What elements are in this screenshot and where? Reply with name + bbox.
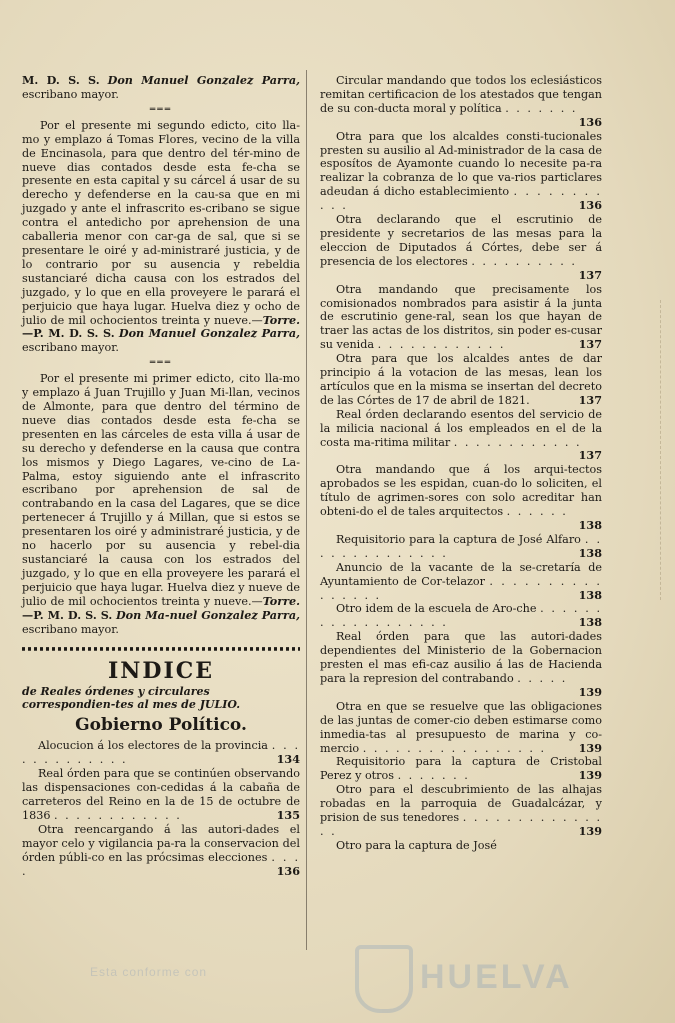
edict-second-sig-suffix: escribano mayor.: [22, 341, 119, 355]
index-entry-leader: . . . . . . .: [397, 769, 470, 783]
edict-second-sig-name: Don Manuel Gonzalez Parra,: [118, 326, 300, 341]
index-entry-page: 138: [578, 545, 602, 560]
index-entry-page: 137: [578, 267, 602, 282]
index-entry: [320, 74, 602, 130]
signature-prefix: M. D. S. S.: [22, 73, 100, 87]
watermark: [300, 940, 600, 1010]
left-index-entries: [22, 739, 300, 878]
index-entry-text: Circular mandando que todos los eclesiásticos remitan certificacion de los atestados que tengan de su con-ducta moral y política: [320, 74, 602, 115]
watermark-left-text: Esta conforme con: [90, 965, 208, 979]
index-entry-text: Real órden para que se continúen observando las dispensaciones con-cedidas á la cabaña de carreteros del Reino en la de 15 de octubre de 1836: [22, 767, 300, 822]
index-entry-leader: . . . . . . . . . . . .: [377, 338, 506, 352]
index-entry-leader: . . . . . .: [506, 505, 568, 519]
index-entry-text: Real órden declarando esentos del servicio de la milicia nacional á los empleados en el de la costa ma-ritima militar: [320, 407, 602, 449]
index-entry: [320, 561, 602, 603]
index-entry-page: 136: [276, 863, 300, 878]
index-entry-page: 139: [578, 740, 602, 755]
index-entry-leader: . . . . . . . . . . . . . . . . . .: [320, 602, 602, 630]
index-entry-text: Otro para la captura de José: [336, 838, 497, 852]
index-entry-page: 139: [578, 823, 602, 838]
shield-icon: [355, 945, 413, 1013]
index-entry: [22, 767, 300, 823]
index-entry: [320, 352, 602, 408]
edict-second-sig-prefix: —P. M. D. S. S.: [22, 326, 115, 341]
edict-first-text: Por el presente mi primer edicto, cito lla-mo y emplazo á Juan Trujillo y Juan Mi-llan, vecinos de Almonte, para que dentro del término de nueve dias contados desde esta fe-cha se presenten en las cárceles de esta villa á usar de su derecho y defenderse en la causa que contra los mismos y Diego Lagares, ve-cino de La-Palma, estoy siguiendo ante el infrascrito escribano por aprehension de sal de contrabando en la casa del Lagares, que se dice pertenecer á Trujillo y á Millan, que si estos se presentaren los oiré y administraré justicia, y de no hacerlo por su ausencia y rebel-dia sustanciaré la causa con los estrados del juzgado, y lo que en ella proveyere les parará el perjuicio que haya lugar. Huelva diez y nueve de julio de mil ochocientos treinta y nueve.—: [22, 372, 300, 608]
index-entry-page: 137: [578, 448, 602, 463]
signature-1: [22, 74, 300, 102]
index-entry: [320, 533, 602, 561]
index-entry-text: Requisitorio para la captura de Cristobal Perez y otros: [320, 755, 602, 783]
index-entry-leader: . . . . . . . . . . . . . . .: [320, 811, 603, 838]
index-entry-page: 137: [578, 392, 602, 407]
edict-second-torre: Torre.: [262, 312, 300, 327]
index-entry: [320, 602, 602, 630]
edict-first-sig-prefix: —P. M. D. S. S.: [22, 607, 113, 622]
index-entry-leader: . . . . . . . . . . .: [320, 185, 602, 213]
left-column: [22, 74, 300, 879]
index-entry: [22, 823, 300, 879]
page-edge: [652, 300, 661, 600]
index-entry-leader: . . . . . . . . . . . .: [453, 435, 582, 449]
index-entry-text: Otra para que los alcaldes antes de dar principio á la votacion de las mesas, lean los artículos que en la misma se insertan del decreto de las Córtes de 17 de abril de 1821.: [320, 352, 602, 407]
index-entry-text: Real órden para que las autori-dades dependientes del Ministerio de la Gobernacion presten el mas efi-caz ausilio á las de Hacienda para la represion del contrabando: [320, 630, 602, 685]
index-entry-leader: . . . . . . .: [505, 101, 578, 115]
watermark-text: HUELVA: [420, 958, 573, 996]
index-entry-text: Otro idem de la escuela de Aro-che: [336, 602, 537, 616]
index-entry: [320, 130, 602, 213]
index-entry-page: 134: [276, 752, 300, 767]
index-entry-page: 136: [578, 198, 602, 213]
index-entry-leader: . . . . . . . . . .: [471, 254, 577, 268]
index-entry-text: Otra para que los alcaldes consti-tucionales presten su ausilio al Ad-ministrador de la casa de esposítos de Ayamonte cuando lo necesite pa-ra realizar la cobranza de lo que va-rios particlares adeudan á dicho establecimiento: [320, 129, 602, 199]
index-entry-page: 138: [578, 615, 602, 630]
index-entry-page: 139: [578, 768, 602, 783]
separator-ornament: ═══: [149, 104, 173, 115]
index-entry-page: 135: [276, 807, 300, 822]
index-entry: [320, 783, 602, 839]
edict-first-torre: Torre.: [262, 593, 300, 608]
index-entry-text: Otro para el descubrimiento de las alhajas robadas en la parroquia de Guadalcázar, y prision de sus tenedores: [320, 783, 602, 825]
index-entry-text: Requisitorio para la captura de José Alfaro: [336, 532, 581, 546]
index-entry: [320, 630, 602, 700]
signature-suffix: escribano mayor.: [22, 87, 119, 101]
index-entry-text: Otra mandando que á los arqui-tectos aprobados se les espidan, cuan-do lo soliciten, el título de agrimen-sores con solo acreditar han obteni-do el de tales arquitectos: [320, 463, 602, 519]
index-entry-leader: . . . . . . . . . . . . . .: [320, 532, 602, 560]
index-entry-text: Otra en que se resuelve que las obligaciones de las juntas de comer-cio deben estimarse como inmedia-tas al presupuesto de marina y co-mercio: [320, 699, 602, 755]
edict-first: [22, 372, 300, 636]
column-divider: [306, 70, 307, 950]
edict-second-text: Por el presente mi segundo edicto, cito lla-mo y emplazo á Tomas Flores, vecino de la villa de Encinasola, para que dentro del tér-mino de nueve dias contados desde esta fe-cha se presente en esta capital y su cárcel á usar de su derecho y defenderse en la cau-sa que en mi juzgado y ante el infrascrito es-cribano se sigue contra el antedicho por aprehension de una caballeria menor con car-ga de sal, que si se presentare le oiré y ad-ministraré justicia, y de lo contrario por su ausencia y rebeldia sustanciaré dicha causa con los estrados del juzgado, y lo que en ella proveyere le parará el perjuicio que haya lugar. Huelva diez y ocho de julio de mil ochocientos treinta y nueve.—: [22, 118, 300, 327]
index-entry: [320, 213, 602, 283]
index-entry-leader: . . . .: [22, 850, 301, 878]
index-entry: [320, 755, 602, 783]
index-entry-leader: . . . . .: [517, 671, 568, 685]
index-entry: [22, 739, 300, 767]
edict-second: [22, 119, 300, 355]
index-entry: [320, 408, 602, 464]
separator-ornament-2: ═══: [149, 358, 173, 369]
index-entry-page: 139: [578, 684, 602, 699]
index-entry-text: Otra reencargando á las autori-dades el mayor celo y vigilancia pa-ra la conservacion del órden públi-co en las prócsimas elecciones: [22, 822, 300, 864]
index-entry-page: 138: [578, 518, 602, 532]
section-title: Gobierno Político.: [75, 715, 247, 736]
index-entry-text: Otra mandando que precisamente los comisionados nombrados para asistir á la junta de escrutinio gene-ral, sean los que hayan de traer las actas de los distritos, sin poder es-cusar su venida: [320, 282, 602, 352]
right-column: [320, 74, 602, 853]
edict-first-sig-name: Don Ma-nuel Gonzalez Parra,: [115, 607, 300, 622]
signature-name: Don Manuel Gonzalez Parra,: [107, 73, 300, 87]
index-title: INDICE: [107, 658, 215, 685]
wavy-rule: [22, 644, 300, 653]
index-entry-leader: . . . . . . . . . . . .: [54, 808, 182, 822]
edict-first-sig-suffix: escribano mayor.: [22, 622, 119, 636]
index-entry-page: 138: [578, 587, 602, 602]
index-entry: [320, 283, 602, 353]
index-entry-text: Alocucion á los electores de la provincia: [38, 739, 268, 753]
index-entry-page: 136: [578, 114, 602, 129]
index-entry-leader: . . . . . . . . . . . . . . . .: [320, 574, 602, 602]
index-entry-page: 137: [578, 337, 602, 352]
index-entry: [320, 463, 602, 533]
index-entry-leader: . . . . . . . . . . . . . . . . .: [362, 741, 547, 755]
index-entry-text: Anuncio de la vacante de la se-cretaría de Ayuntamiento de Cor-telazor: [320, 560, 602, 588]
index-entry-text: Otra declarando que el escrutinio de presidente y secretarios de las mesas para la eleccion de Diputados á Córtes, debe ser á presencia de los electores: [320, 213, 602, 268]
index-entry: [320, 839, 602, 853]
index-subtitle: de Reales órdenes y circulares correspondien-tes al mes de JULIO.: [22, 685, 241, 712]
index-entry: [320, 700, 602, 756]
index-entry-leader: . . . . . . . . . . . . .: [22, 739, 300, 767]
right-index-entries: [320, 74, 602, 853]
